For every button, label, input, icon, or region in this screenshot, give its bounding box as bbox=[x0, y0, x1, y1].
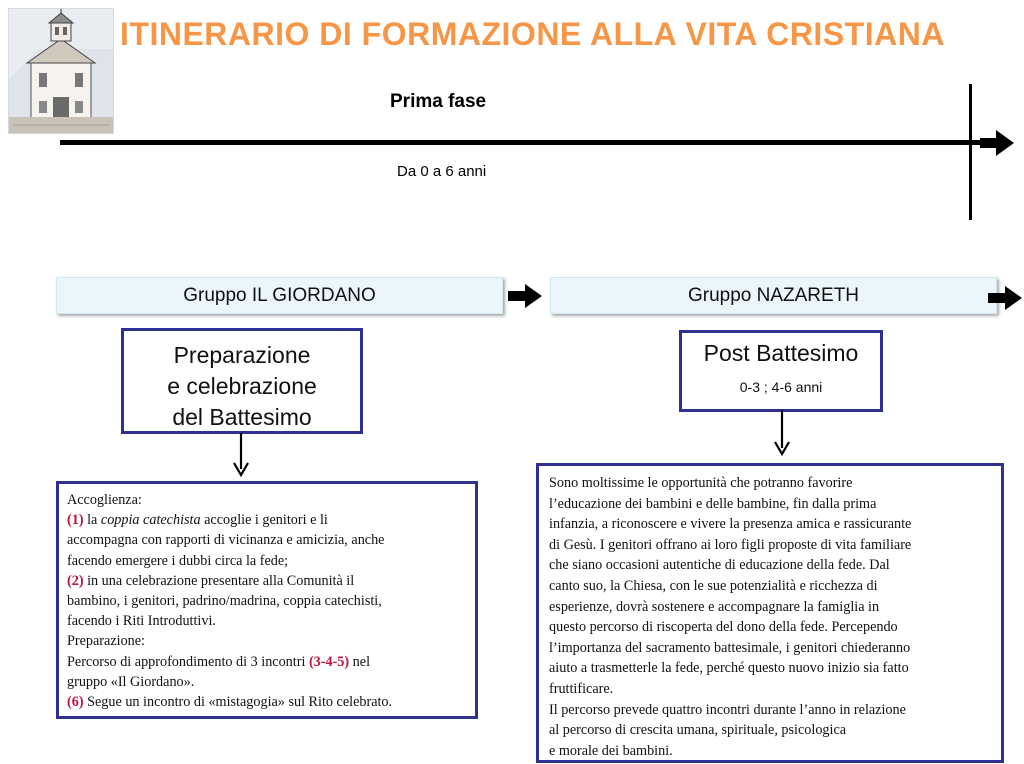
timeline-arrow-icon bbox=[980, 130, 1014, 161]
text-line: esperienze, dovrà sostenere e accompagnare la famiglia in bbox=[549, 598, 880, 615]
text-line: di Gesù. I genitori offrano ai loro figli proposte di vita familiare bbox=[549, 536, 912, 553]
giordano-description bbox=[56, 481, 478, 719]
nazareth-description bbox=[536, 463, 1004, 763]
italic-term: coppia catechista bbox=[100, 512, 201, 529]
step-number: (2) bbox=[67, 572, 84, 589]
page-title: ITINERARIO DI FORMAZIONE ALLA VITA CRISTIANA bbox=[120, 16, 945, 52]
timeline-line bbox=[60, 140, 980, 145]
text-line: Preparazione: bbox=[67, 633, 145, 650]
text-line: facendo i Riti Introduttivi. bbox=[67, 613, 216, 630]
text-line: questo percorso di riscoperta del dono della fede. Percependo bbox=[549, 619, 898, 636]
post-baptism-box bbox=[679, 330, 883, 412]
text-line: al percorso di crescita umana, spirituale, psicologica bbox=[549, 722, 847, 739]
text-line: Accoglienza: bbox=[67, 492, 142, 508]
group-nazareth-label: Gruppo NAZARETH bbox=[687, 284, 860, 306]
box-line: del Battesimo bbox=[172, 404, 312, 430]
text-line: facendo emergere i dubbi circa la fede; bbox=[67, 552, 289, 569]
down-arrow-icon bbox=[774, 410, 790, 461]
phase-end-marker bbox=[969, 84, 972, 220]
text-line: che siano occasioni autentiche di educazione della fede. Dal bbox=[549, 557, 890, 574]
post-baptism-ages: 0-3 ; 4-6 anni bbox=[739, 379, 823, 395]
text-line: accompagna con rapporti di vicinanza e amicizia, anche bbox=[67, 532, 385, 549]
step-number: (1) bbox=[67, 512, 84, 529]
text-line: e morale dei bambini. bbox=[549, 742, 673, 759]
group-nazareth-header bbox=[550, 277, 997, 314]
text-line: Sono moltissime le opportunità che potranno favorire bbox=[549, 475, 853, 491]
box-line: Preparazione bbox=[173, 342, 311, 368]
text-line: l’importanza del sacramento battesimale, i genitori chiederanno bbox=[549, 639, 911, 656]
phase-label: Prima fase bbox=[390, 91, 487, 112]
group-giordano-header bbox=[56, 277, 503, 314]
text-line bbox=[67, 571, 467, 591]
text-line: gruppo «Il Giordano». bbox=[67, 673, 195, 690]
text-line: infanzia, a riconoscere e vivere la presenza amica e rassicurante bbox=[549, 516, 912, 533]
right-arrow-icon bbox=[988, 286, 1022, 315]
text-fragment: Percorso di approfondimento di 3 incontri bbox=[67, 653, 309, 670]
age-range-label: Da 0 a 6 anni bbox=[397, 163, 487, 180]
right-arrow-icon bbox=[508, 284, 542, 313]
church-logo-image bbox=[8, 8, 114, 134]
text-line: aiuto a trasmetterle la fede, perché questo nuovo inizio sia fatto bbox=[549, 660, 909, 677]
text-line: Il percorso prevede quattro incontri durante l’anno in relazione bbox=[549, 701, 906, 718]
down-arrow-icon bbox=[233, 433, 249, 482]
text-line: canto suo, la Chiesa, con le sue potenzialità e ricchezza di bbox=[549, 577, 878, 594]
group-giordano-label: Gruppo IL GIORDANO bbox=[183, 284, 376, 306]
text-fragment: la bbox=[83, 512, 101, 529]
text-fragment: accoglie i genitori e li bbox=[200, 512, 328, 529]
step-number: (3-4-5) bbox=[308, 653, 350, 670]
text-line bbox=[67, 510, 467, 530]
text-line: bambino, i genitori, padrino/madrina, coppia catechisti, bbox=[67, 593, 382, 610]
text-line bbox=[67, 692, 467, 712]
text-line: fruttificare. bbox=[549, 680, 614, 697]
text-fragment: Segue un incontro di «mistagogia» sul Rito celebrato. bbox=[83, 694, 393, 711]
post-baptism-title: Post Battesimo bbox=[703, 340, 859, 366]
text-line bbox=[67, 652, 467, 672]
text-fragment: nel bbox=[349, 653, 371, 670]
text-fragment: in una celebrazione presentare alla Comunità il bbox=[83, 572, 355, 589]
baptism-preparation-box bbox=[121, 328, 363, 434]
box-line: e celebrazione bbox=[167, 373, 317, 399]
step-number: (6) bbox=[67, 694, 84, 711]
text-line: l’educazione dei bambini e delle bambine, fin dalla prima bbox=[549, 495, 877, 512]
